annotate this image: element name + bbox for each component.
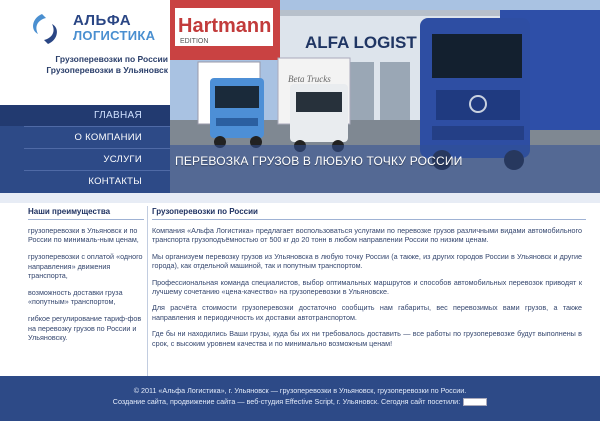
paragraph: Профессиональная команда специалистов, выбор оптимальных маршрутов и способов автомобильных перевозок приводят к лучшему сочетанию «цена-качество» на грузоперевозки в Ульяновске. xyxy=(152,277,582,297)
footer-credits-text[interactable]: Создание сайта, продвижение сайта — веб-студия Effective Script, г. Ульяновск. Сегодня сайт посетили: xyxy=(112,397,461,406)
footer xyxy=(0,376,600,421)
main-nav xyxy=(0,105,170,193)
footer-credits xyxy=(0,397,600,406)
tagline-russia: Грузоперевозки по России xyxy=(55,54,168,64)
nav-item-about[interactable]: О КОМПАНИИ xyxy=(74,132,142,143)
logo-icon xyxy=(28,12,64,46)
truck-label: Beta Trucks xyxy=(288,74,331,84)
header-strip xyxy=(0,193,600,203)
sidebar-title: Наши преимущества xyxy=(28,207,144,220)
advantage-item: возможность доставки груза «попутным» транспортом, xyxy=(28,288,123,307)
logo-title[interactable]: АЛЬФА xyxy=(73,12,132,29)
nav-top-spacer xyxy=(0,97,170,105)
tagline-ulyanovsk: Грузоперевозки в Ульяновск xyxy=(46,65,168,75)
column-divider xyxy=(147,206,148,376)
paragraph: Где бы ни находились Ваши грузы, куда бы их ни требовалось доставить — все работы по грузоперевозке будут выполнены в срок, с высоким уровнем качества и по минимально возможным ценам! xyxy=(152,329,582,348)
nav-item-home[interactable]: ГЛАВНАЯ xyxy=(0,105,170,126)
paragraph: Компания «Альфа Логистика» предлагает воспользоваться услугами по перевозке грузов различными видами автомобильного транспорта грузоподъёмностью от 500 кг до 20 тонн в любом направлении России по низким ценам. xyxy=(152,226,582,245)
logo-subtitle[interactable]: ЛОГИСТИКА xyxy=(73,28,156,43)
sign-hartmann: Hartmann xyxy=(178,15,272,37)
advantage-item: грузоперевозки с оплатой «одного направления» движения транспорта, xyxy=(28,252,143,280)
nav-item-services[interactable]: УСЛУГИ xyxy=(103,154,142,165)
footer-copyright: © 2011 «Альфа Логистика», г. Ульяновск — грузоперевозки в Ульяновск, грузоперевозки по России. xyxy=(133,386,467,395)
advantage-item: грузоперевозки в Ульяновск и по России по минималь-ным ценам, xyxy=(28,226,139,245)
main-content xyxy=(152,207,582,355)
advantage-item: гибкое регулирование тариф-фов на перевозку грузов по России и Ульяновску. xyxy=(28,314,142,342)
sign-alfa-logistics: ALFA LOGIST xyxy=(305,33,417,52)
sidebar xyxy=(28,207,144,350)
header-logo-area xyxy=(0,0,170,97)
hero-caption-band xyxy=(170,145,600,193)
visitor-counter xyxy=(463,398,487,406)
main-title: Грузоперевозки по России xyxy=(152,207,586,220)
hero-caption: ПЕРЕВОЗКА ГРУЗОВ В ЛЮБУЮ ТОЧКУ РОССИИ xyxy=(175,154,463,168)
paragraph: Мы организуем перевозку грузов из Ульяновска в любую точку России (а также, из других городов России в Ульяновск и другие города), как отдельной машиной, так и попутным транспортом. xyxy=(152,251,582,271)
paragraph: Для расчёта стоимости грузоперевозки достаточно сообщить нам габариты, вес перевозимых вами грузов, а также направления и периодичность их доставки автотранспортом. xyxy=(152,303,582,322)
hero-photo xyxy=(170,0,600,193)
sign-hartmann-sub: EDITION xyxy=(180,38,209,45)
nav-item-contacts[interactable]: КОНТАКТЫ xyxy=(88,176,142,187)
